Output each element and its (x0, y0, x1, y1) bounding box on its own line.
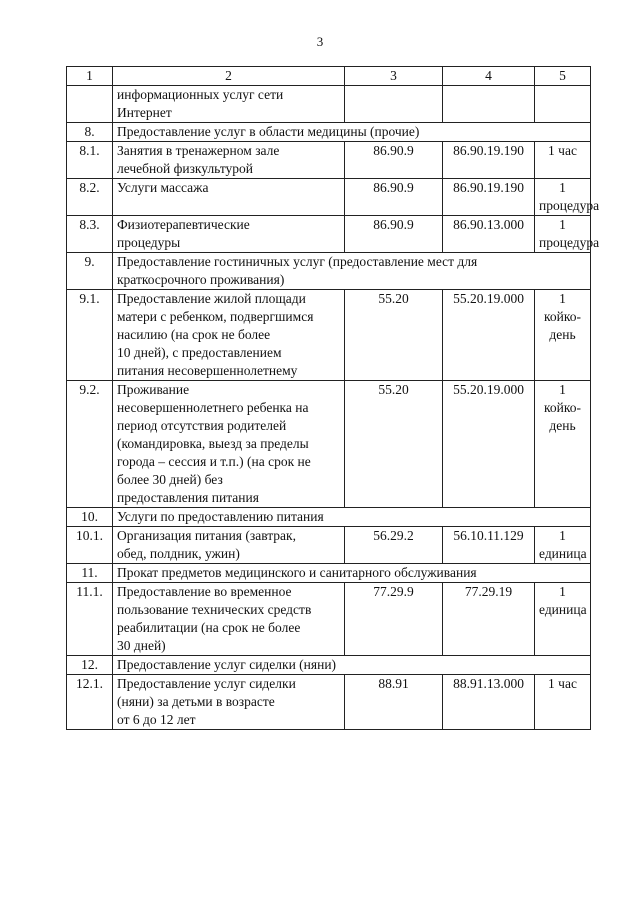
table-row (67, 290, 591, 381)
column-header: 5 (535, 67, 591, 86)
row-number: 11.1. (67, 583, 113, 656)
service-name: Организация питания (завтрак, обед, полдник, ужин) (113, 527, 345, 564)
section-title: Предоставление гостиничных услуг (предоставление мест для краткосрочного проживания) (113, 253, 591, 290)
okpd-code: 56.10.11.129 (443, 527, 535, 564)
table-row (67, 86, 591, 123)
unit-of-measure: 1 процедура (535, 179, 591, 216)
service-name: Проживание несовершеннолетнего ребенка на период отсутствия родителей (командировка, выезд за пределы города – сессия и т.п.) (на срок не более 30 дней) без предоставления питания (113, 381, 345, 508)
service-name: Физиотерапевтические процедуры (113, 216, 345, 253)
section-row (67, 253, 591, 290)
okved-code: 86.90.9 (345, 179, 443, 216)
column-header: 1 (67, 67, 113, 86)
unit-of-measure: 1 койко- день (535, 290, 591, 381)
section-row (67, 508, 591, 527)
unit-of-measure: 1 час (535, 142, 591, 179)
okpd-code: 86.90.19.190 (443, 142, 535, 179)
unit-of-measure: 1 единица (535, 583, 591, 656)
section-row (67, 656, 591, 675)
okved-code: 55.20 (345, 381, 443, 508)
okpd-code: 88.91.13.000 (443, 675, 535, 730)
row-number: 10. (67, 508, 113, 527)
section-title: Предоставление услуг сиделки (няни) (113, 656, 591, 675)
okved-code: 55.20 (345, 290, 443, 381)
section-title: Предоставление услуг в области медицины (прочие) (113, 123, 591, 142)
page-number: 3 (316, 34, 324, 49)
service-name: информационных услуг сети Интернет (113, 86, 345, 123)
section-row (67, 123, 591, 142)
row-number: 8.3. (67, 216, 113, 253)
service-name: Предоставление во временное пользование технических средств реабилитации (на срок не более 30 дней) (113, 583, 345, 656)
column-header: 2 (113, 67, 345, 86)
okpd-code: 86.90.19.190 (443, 179, 535, 216)
table-row (67, 381, 591, 508)
section-title: Услуги по предоставлению питания (113, 508, 591, 527)
service-name: Занятия в тренажерном зале лечебной физкультурой (113, 142, 345, 179)
unit-of-measure: 1 койко- день (535, 381, 591, 508)
table-header-row (67, 67, 591, 86)
row-number: 9. (67, 253, 113, 290)
services-table (66, 66, 600, 730)
row-number: 10.1. (67, 527, 113, 564)
table-row (67, 583, 591, 656)
okpd-code (443, 86, 535, 123)
section-row (67, 564, 591, 583)
okved-code: 77.29.9 (345, 583, 443, 656)
table-row (67, 675, 591, 730)
unit-of-measure: 1 час (535, 675, 591, 730)
okpd-code: 55.20.19.000 (443, 290, 535, 381)
row-number: 12. (67, 656, 113, 675)
okved-code: 86.90.9 (345, 216, 443, 253)
unit-of-measure (535, 86, 591, 123)
okved-code (345, 86, 443, 123)
row-number: 11. (67, 564, 113, 583)
column-header: 4 (443, 67, 535, 86)
row-number: 8. (67, 123, 113, 142)
service-name: Услуги массажа (113, 179, 345, 216)
table-row (67, 179, 591, 216)
unit-of-measure: 1 единица (535, 527, 591, 564)
okpd-code: 55.20.19.000 (443, 381, 535, 508)
okpd-code: 77.29.19 (443, 583, 535, 656)
okpd-code: 86.90.13.000 (443, 216, 535, 253)
row-number (67, 86, 113, 123)
row-number: 9.2. (67, 381, 113, 508)
section-title: Прокат предметов медицинского и санитарного обслуживания (113, 564, 591, 583)
unit-of-measure: 1 процедура (535, 216, 591, 253)
column-header: 3 (345, 67, 443, 86)
row-number: 8.2. (67, 179, 113, 216)
row-number: 9.1. (67, 290, 113, 381)
table-row (67, 527, 591, 564)
service-name: Предоставление жилой площади матери с ребенком, подвергшимся насилию (на срок не более 10 дней), с предоставлением питания несовершеннолетнему (113, 290, 345, 381)
table-row (67, 216, 591, 253)
service-name: Предоставление услуг сиделки (няни) за детьми в возрасте от 6 до 12 лет (113, 675, 345, 730)
row-number: 12.1. (67, 675, 113, 730)
okved-code: 86.90.9 (345, 142, 443, 179)
okved-code: 56.29.2 (345, 527, 443, 564)
row-number: 8.1. (67, 142, 113, 179)
okved-code: 88.91 (345, 675, 443, 730)
table-row (67, 142, 591, 179)
